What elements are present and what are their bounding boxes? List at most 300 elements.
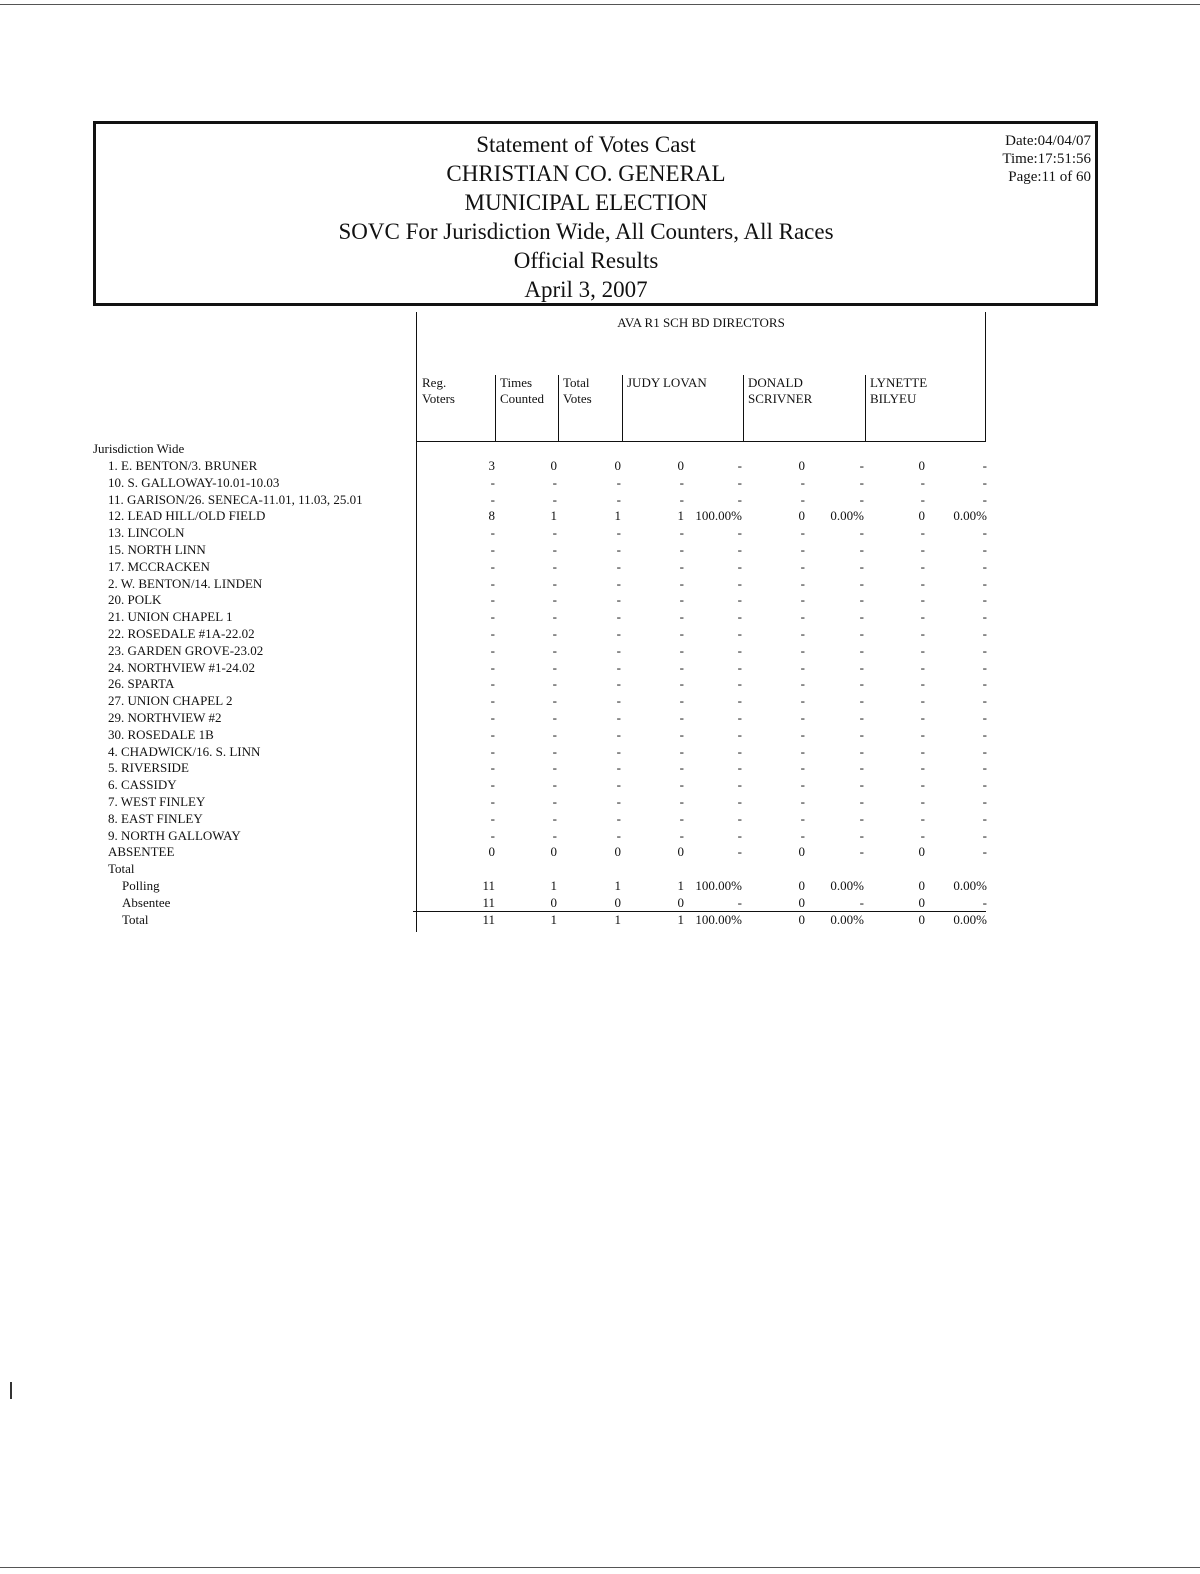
times-counted-cell: - [552,676,557,692]
column-header-line: Total [563,375,590,390]
total-votes-cell: - [616,642,621,658]
row-label: Absentee [122,895,171,910]
reg-voters-cell: - [490,609,495,625]
report-page: Page:11 of 60 [1008,169,1091,185]
total-votes-cell: - [616,794,621,809]
reg-voters-cell: - [490,626,495,641]
judy-lovan-pct-cell: - [737,693,742,709]
total-votes-cell: - [616,760,621,776]
precinct-row [0,475,1200,491]
lynette-bilyeu-pct-cell: - [982,592,987,608]
column-header-line: Votes [563,391,592,406]
lynette-bilyeu-pct-cell: - [982,676,987,692]
total-votes-cell: - [616,474,621,490]
judy-lovan-votes-cell: - [679,642,684,658]
row-label: 20. POLK [108,592,162,608]
total-votes-cell: - [616,659,621,675]
donald-scrivner-votes-cell: 0 [798,912,805,927]
precinct-row [0,660,1200,676]
judy-lovan-votes-cell: - [679,794,684,809]
scan-margin-mark [10,1382,12,1399]
column-header-reg-voters [418,375,494,441]
donald-scrivner-pct-cell: 0.00% [830,912,864,927]
times-counted-cell: - [552,693,557,709]
row-label: 10. S. GALLOWAY-10.01-10.03 [108,474,280,490]
row-label: Polling [122,878,160,893]
precinct-row [0,693,1200,709]
judy-lovan-votes-cell: - [679,827,684,843]
donald-scrivner-votes-cell: - [800,642,805,658]
judy-lovan-pct-cell: - [737,810,742,826]
lynette-bilyeu-pct-cell: - [982,710,987,725]
donald-scrivner-pct-cell: - [859,895,864,910]
lynette-bilyeu-votes-cell: - [920,558,925,574]
column-header-line: Voters [422,391,455,406]
donald-scrivner-votes-cell: - [800,575,805,591]
reg-voters-cell: - [490,693,495,709]
times-counted-cell: - [552,743,557,759]
lynette-bilyeu-votes-cell: - [920,542,925,557]
lynette-bilyeu-votes-cell: - [920,676,925,692]
report-date: Date:04/04/07 [1005,133,1091,149]
total-votes-cell: 0 [614,458,621,473]
total-votes-cell: - [616,777,621,793]
lynette-bilyeu-votes-cell: - [920,743,925,759]
judy-lovan-votes-cell: - [679,592,684,608]
times-counted-cell: - [552,525,557,541]
judy-lovan-pct-cell: - [737,474,742,490]
donald-scrivner-pct-cell: 0.00% [830,878,864,893]
judy-lovan-votes-cell: - [679,777,684,793]
row-label: 27. UNION CHAPEL 2 [108,693,233,709]
total-votes-cell: - [616,827,621,843]
row-label: 17. MCCRACKEN [108,558,210,574]
lynette-bilyeu-votes-cell: 0 [918,508,925,524]
row-label: 24. NORTHVIEW #1-24.02 [108,659,256,675]
judy-lovan-pct-cell: 100.00% [695,878,742,893]
precinct-row [0,676,1200,692]
judy-lovan-pct-cell: - [737,626,742,641]
lynette-bilyeu-votes-cell: - [920,693,925,709]
donald-scrivner-pct-cell: - [859,676,864,692]
times-counted-cell: - [552,810,557,826]
race-title: AVA R1 SCH BD DIRECTORS [617,315,785,330]
row-label: 2. W. BENTON/14. LINDEN [108,575,263,591]
donald-scrivner-votes-cell: 0 [798,458,805,473]
judy-lovan-votes-cell: 1 [677,912,684,927]
times-counted-cell: - [552,642,557,658]
title-line-3: MUNICIPAL ELECTION [464,190,708,215]
lynette-bilyeu-pct-cell: - [982,558,987,574]
row-label: 4. CHADWICK/16. S. LINN [108,743,261,759]
judy-lovan-pct-cell: 100.00% [695,912,742,927]
precinct-row [0,492,1200,508]
row-label: 1. E. BENTON/3. BRUNER [108,458,258,473]
row-label: 13. LINCOLN [108,525,185,541]
times-counted-cell: - [552,626,557,641]
donald-scrivner-votes-cell: - [800,693,805,709]
times-counted-cell: 1 [550,508,557,524]
lynette-bilyeu-votes-cell: - [920,760,925,776]
title-line-2: CHRISTIAN CO. GENERAL [446,161,726,186]
precinct-row [0,592,1200,608]
reg-voters-cell: - [490,474,495,490]
times-counted-cell: - [552,558,557,574]
column-header-lynette-bilyeu [865,375,985,441]
reg-voters-cell: - [490,810,495,826]
lynette-bilyeu-pct-cell: - [982,542,987,557]
lynette-bilyeu-pct-cell: - [982,827,987,843]
lynette-bilyeu-votes-cell: 0 [918,878,925,893]
donald-scrivner-pct-cell: - [859,642,864,658]
lynette-bilyeu-pct-cell: - [982,642,987,658]
times-counted-cell: - [552,794,557,809]
lynette-bilyeu-votes-cell: - [920,575,925,591]
total-votes-cell: - [616,609,621,625]
row-label: 8. EAST FINLEY [108,810,203,826]
judy-lovan-votes-cell: - [679,726,684,742]
times-counted-cell: 1 [550,912,557,927]
judy-lovan-pct-cell: - [737,710,742,725]
times-counted-cell: - [552,609,557,625]
judy-lovan-votes-cell: 1 [677,508,684,524]
judy-lovan-votes-cell: - [679,525,684,541]
lynette-bilyeu-pct-cell: - [982,525,987,541]
title-line-1: Statement of Votes Cast [476,132,696,157]
times-counted-cell: - [552,575,557,591]
judy-lovan-pct-cell: - [737,794,742,809]
lynette-bilyeu-pct-cell: 0.00% [953,878,987,893]
lynette-bilyeu-votes-cell: - [920,827,925,843]
row-label: 6. CASSIDY [108,777,177,793]
lynette-bilyeu-pct-cell: - [982,794,987,809]
lynette-bilyeu-votes-cell: - [920,491,925,507]
total-votes-cell: - [616,542,621,557]
column-header-donald-scrivner [743,375,864,441]
precinct-row [0,777,1200,793]
times-counted-cell: 0 [550,458,557,473]
times-counted-cell: 0 [550,895,557,910]
precinct-row [0,760,1200,776]
donald-scrivner-votes-cell: - [800,609,805,625]
section-label: Jurisdiction Wide [93,441,185,456]
donald-scrivner-votes-cell: - [800,592,805,608]
lynette-bilyeu-pct-cell: - [982,575,987,591]
judy-lovan-pct-cell: - [737,592,742,608]
precinct-row [0,844,1200,860]
reg-voters-cell: 8 [488,508,495,524]
donald-scrivner-pct-cell: - [859,693,864,709]
judy-lovan-votes-cell: - [679,626,684,641]
total-votes-cell: 1 [614,508,621,524]
column-header-line: JUDY LOVAN [627,375,707,390]
total-votes-cell: - [616,810,621,826]
donald-scrivner-votes-cell: - [800,525,805,541]
judy-lovan-pct-cell: - [737,659,742,675]
judy-lovan-pct-cell: - [737,575,742,591]
precinct-row [0,727,1200,743]
donald-scrivner-pct-cell: - [859,525,864,541]
total-votes-cell: - [616,710,621,725]
column-header-line: DONALD [748,375,803,390]
column-header-line: SCRIVNER [748,391,813,406]
precinct-row [0,542,1200,558]
donald-scrivner-votes-cell: - [800,760,805,776]
lynette-bilyeu-votes-cell: - [920,659,925,675]
donald-scrivner-pct-cell: - [859,827,864,843]
judy-lovan-votes-cell: - [679,676,684,692]
total-votes-cell: 0 [614,844,621,860]
donald-scrivner-votes-cell: - [800,626,805,641]
total-votes-cell: - [616,626,621,641]
lynette-bilyeu-pct-cell: - [982,743,987,759]
judy-lovan-pct-cell: - [737,844,742,860]
lynette-bilyeu-votes-cell: 0 [918,912,925,927]
lynette-bilyeu-votes-cell: 0 [918,895,925,910]
donald-scrivner-pct-cell: - [859,743,864,759]
judy-lovan-votes-cell: 0 [677,458,684,473]
lynette-bilyeu-votes-cell: - [920,810,925,826]
times-counted-cell: - [552,592,557,608]
judy-lovan-votes-cell: - [679,743,684,759]
total-votes-cell: 0 [614,895,621,910]
lynette-bilyeu-votes-cell: - [920,609,925,625]
donald-scrivner-pct-cell: - [859,659,864,675]
race-right-rule [985,312,986,442]
donald-scrivner-pct-cell: - [859,844,864,860]
total-votes-cell: 1 [614,912,621,927]
row-label: 22. ROSEDALE #1A-22.02 [108,626,255,641]
judy-lovan-pct-cell: - [737,542,742,557]
times-counted-cell: - [552,760,557,776]
judy-lovan-votes-cell: - [679,693,684,709]
lynette-bilyeu-pct-cell: - [982,458,987,473]
donald-scrivner-votes-cell: - [800,777,805,793]
row-label: 12. LEAD HILL/OLD FIELD [108,508,266,524]
totals-row [0,895,1200,911]
scan-top-edge-line [0,4,1200,5]
total-votes-cell: - [616,676,621,692]
times-counted-cell: - [552,542,557,557]
donald-scrivner-pct-cell: - [859,474,864,490]
title-line-4: SOVC For Jurisdiction Wide, All Counters, All Races [338,219,834,244]
column-header-line: Times [500,375,533,390]
donald-scrivner-votes-cell: - [800,743,805,759]
lynette-bilyeu-pct-cell: - [982,760,987,776]
report-header-box [93,121,1098,306]
section-row [0,441,1200,457]
lynette-bilyeu-votes-cell: - [920,642,925,658]
donald-scrivner-pct-cell: - [859,575,864,591]
totals-row [0,878,1200,894]
reg-voters-cell: 11 [482,895,495,910]
donald-scrivner-votes-cell: - [800,659,805,675]
reg-voters-cell: - [490,710,495,725]
row-label: 11. GARISON/26. SENECA-11.01, 11.03, 25.01 [108,491,363,507]
judy-lovan-pct-cell: - [737,491,742,507]
donald-scrivner-votes-cell: 0 [798,844,805,860]
totals-heading-row [0,861,1200,877]
donald-scrivner-pct-cell: 0.00% [830,508,864,524]
reg-voters-cell: 11 [482,912,495,927]
times-counted-cell: - [552,474,557,490]
total-votes-cell: - [616,693,621,709]
total-votes-cell: - [616,558,621,574]
totals-separator-rule [413,911,986,912]
column-header-line: Counted [500,391,545,406]
reg-voters-cell: - [490,592,495,608]
times-counted-cell: - [552,827,557,843]
lynette-bilyeu-pct-cell: - [982,844,987,860]
column-header-line: BILYEU [870,391,917,406]
lynette-bilyeu-pct-cell: - [982,726,987,742]
precinct-row [0,626,1200,642]
donald-scrivner-pct-cell: - [859,542,864,557]
donald-scrivner-votes-cell: - [800,726,805,742]
times-counted-cell: - [552,491,557,507]
donald-scrivner-pct-cell: - [859,626,864,641]
judy-lovan-votes-cell: - [679,710,684,725]
lynette-bilyeu-pct-cell: - [982,810,987,826]
reg-voters-cell: - [490,676,495,692]
column-header-line: Reg. [422,375,447,390]
judy-lovan-votes-cell: - [679,810,684,826]
totals-heading-label: Total [108,861,135,876]
reg-voters-cell: 3 [488,458,495,473]
donald-scrivner-pct-cell: - [859,592,864,608]
times-counted-cell: - [552,726,557,742]
judy-lovan-pct-cell: - [737,726,742,742]
total-votes-cell: - [616,525,621,541]
totals-row [0,912,1200,928]
lynette-bilyeu-votes-cell: - [920,474,925,490]
donald-scrivner-pct-cell: - [859,760,864,776]
scan-bottom-edge-line [0,1567,1200,1568]
times-counted-cell: - [552,777,557,793]
donald-scrivner-votes-cell: 0 [798,895,805,910]
donald-scrivner-votes-cell: - [800,542,805,557]
column-header-total-votes [558,375,621,441]
reg-voters-cell: - [490,794,495,809]
reg-voters-cell: - [490,777,495,793]
row-label: Total [122,912,149,927]
column-header-times-counted [495,375,557,441]
donald-scrivner-pct-cell: - [859,491,864,507]
reg-voters-cell: - [490,743,495,759]
precinct-row [0,794,1200,810]
judy-lovan-pct-cell: - [737,777,742,793]
row-label: 7. WEST FINLEY [108,794,206,809]
judy-lovan-votes-cell: 0 [677,844,684,860]
times-counted-cell: - [552,659,557,675]
donald-scrivner-votes-cell: - [800,558,805,574]
times-counted-cell: 0 [550,844,557,860]
donald-scrivner-votes-cell: - [800,474,805,490]
lynette-bilyeu-pct-cell: - [982,609,987,625]
lynette-bilyeu-pct-cell: - [982,659,987,675]
judy-lovan-pct-cell: - [737,760,742,776]
report-time: Time:17:51:56 [1002,151,1091,167]
judy-lovan-votes-cell: - [679,491,684,507]
lynette-bilyeu-votes-cell: - [920,794,925,809]
judy-lovan-pct-cell: - [737,558,742,574]
donald-scrivner-votes-cell: - [800,491,805,507]
donald-scrivner-pct-cell: - [859,558,864,574]
row-label: 29. NORTHVIEW #2 [108,710,222,725]
total-votes-cell: 1 [614,878,621,893]
judy-lovan-pct-cell: - [737,642,742,658]
precinct-row [0,643,1200,659]
judy-lovan-votes-cell: - [679,542,684,557]
times-counted-cell: - [552,710,557,725]
lynette-bilyeu-votes-cell: - [920,710,925,725]
column-header-line: LYNETTE [870,375,928,390]
lynette-bilyeu-votes-cell: 0 [918,458,925,473]
title-line-6: April 3, 2007 [524,277,648,302]
row-label: 5. RIVERSIDE [108,760,189,776]
row-label: 21. UNION CHAPEL 1 [108,609,233,625]
precinct-row [0,811,1200,827]
donald-scrivner-pct-cell: - [859,710,864,725]
lynette-bilyeu-votes-cell: - [920,592,925,608]
total-votes-cell: - [616,575,621,591]
precinct-row [0,828,1200,844]
judy-lovan-pct-cell: - [737,609,742,625]
judy-lovan-votes-cell: 1 [677,878,684,893]
judy-lovan-pct-cell: - [737,676,742,692]
judy-lovan-votes-cell: - [679,659,684,675]
row-label: ABSENTEE [108,844,175,860]
judy-lovan-votes-cell: - [679,575,684,591]
row-label: 30. ROSEDALE 1B [108,726,214,742]
reg-voters-cell: - [490,659,495,675]
reg-voters-cell: - [490,760,495,776]
reg-voters-cell: - [490,525,495,541]
row-label: 9. NORTH GALLOWAY [108,827,241,843]
total-votes-cell: - [616,726,621,742]
donald-scrivner-pct-cell: - [859,777,864,793]
precinct-row [0,508,1200,524]
precinct-row [0,609,1200,625]
donald-scrivner-pct-cell: - [859,794,864,809]
row-label: 23. GARDEN GROVE-23.02 [108,642,264,658]
donald-scrivner-votes-cell: 0 [798,878,805,893]
lynette-bilyeu-pct-cell: - [982,777,987,793]
judy-lovan-pct-cell: - [737,743,742,759]
precinct-row [0,710,1200,726]
total-votes-cell: - [616,491,621,507]
reg-voters-cell: - [490,558,495,574]
precinct-row [0,744,1200,760]
lynette-bilyeu-pct-cell: 0.00% [953,912,987,927]
lynette-bilyeu-votes-cell: 0 [918,844,925,860]
reg-voters-cell: 11 [482,878,495,893]
total-votes-cell: - [616,743,621,759]
lynette-bilyeu-votes-cell: - [920,626,925,641]
reg-voters-cell: - [490,726,495,742]
lynette-bilyeu-votes-cell: - [920,726,925,742]
lynette-bilyeu-pct-cell: - [982,895,987,910]
times-counted-cell: 1 [550,878,557,893]
precinct-row [0,458,1200,474]
lynette-bilyeu-pct-cell: 0.00% [953,508,987,524]
column-header-judy-lovan [622,375,742,441]
judy-lovan-pct-cell: - [737,525,742,541]
report-meta-block [1002,132,1091,186]
donald-scrivner-votes-cell: - [800,710,805,725]
lynette-bilyeu-votes-cell: - [920,777,925,793]
donald-scrivner-pct-cell: - [859,726,864,742]
